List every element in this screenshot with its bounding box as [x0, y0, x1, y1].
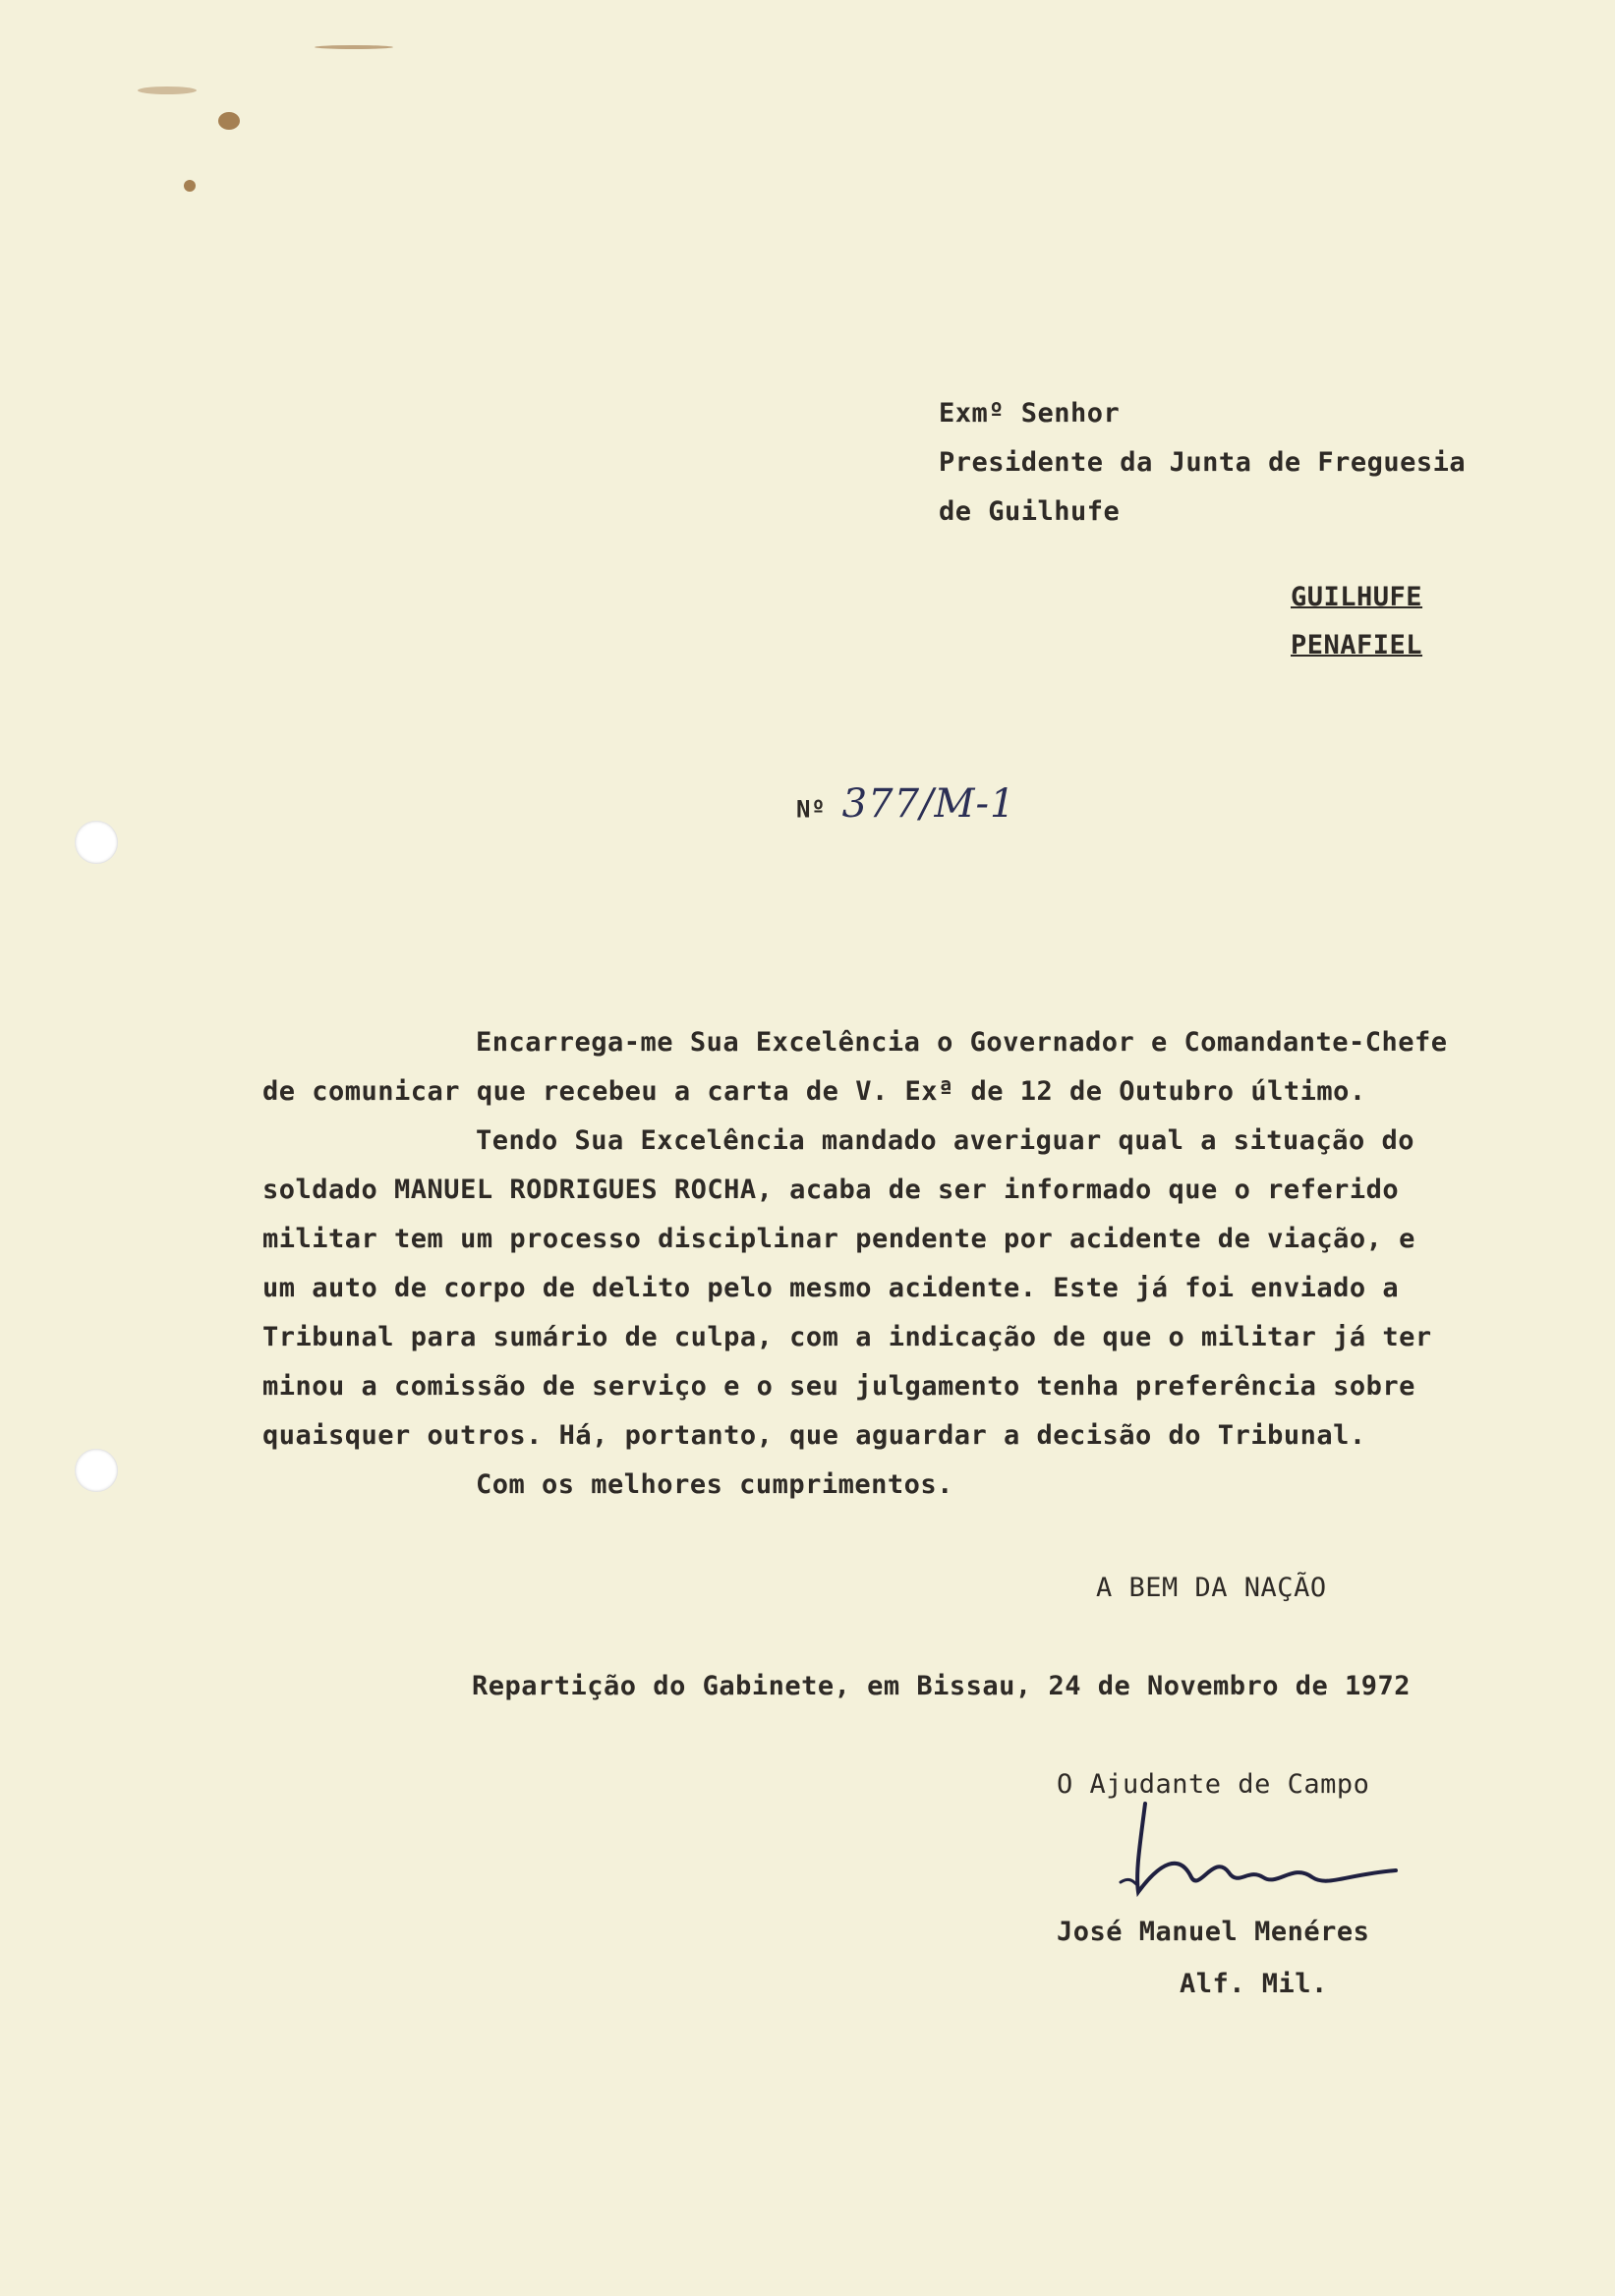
body-line: Tendo Sua Excelência mandado averiguar qual a situação do: [476, 1125, 1415, 1156]
place-date: Repartição do Gabinete, em Bissau, 24 de Novembro de 1972: [472, 1671, 1412, 1701]
body-line: quaisquer outros. Há, portanto, que aguardar a decisão do Tribunal.: [262, 1420, 1366, 1451]
recipient-place: PENAFIEL: [1291, 630, 1423, 660]
body-line: soldado MANUEL RODRIGUES ROCHA, acaba de ser informado que o referido: [262, 1175, 1400, 1205]
signatory-name: José Manuel Menéres: [1057, 1917, 1370, 1947]
reference-prefix: Nº: [796, 795, 826, 824]
reference-handwritten: 377/M-1: [841, 781, 1016, 827]
body-line: Encarrega-me Sua Excelência o Governador e Comandante-Chefe: [476, 1027, 1448, 1058]
signatory-role: O Ajudante de Campo: [1057, 1769, 1370, 1800]
salutation: Exmº Senhor: [939, 398, 1121, 429]
handwritten-signature: [1101, 1784, 1425, 1931]
stain-mark: [218, 112, 240, 130]
recipient-line: Presidente da Junta de Freguesia: [939, 447, 1467, 478]
body-line: Tribunal para sumário de culpa, com a indicação de que o militar já ter: [262, 1322, 1432, 1352]
recipient-line: de Guilhufe: [939, 496, 1121, 527]
body-line: minou a comissão de serviço e o seu julgamento tenha preferência sobre: [262, 1371, 1415, 1402]
reference-number: [796, 781, 1015, 827]
body-line: Com os melhores cumprimentos.: [476, 1469, 953, 1500]
stain-mark: [315, 45, 393, 49]
stain-mark: [184, 180, 196, 192]
punch-hole: [75, 1449, 118, 1492]
signatory-rank: Alf. Mil.: [1180, 1969, 1328, 1999]
punch-hole: [75, 821, 118, 864]
stain-mark: [138, 86, 197, 94]
body-line: militar tem um processo disciplinar pendente por acidente de viação, e: [262, 1224, 1415, 1254]
motto: A BEM DA NAÇÃO: [1096, 1573, 1327, 1603]
body-line: um auto de corpo de delito pelo mesmo acidente. Este já foi enviado a: [262, 1273, 1400, 1303]
recipient-place: GUILHUFE: [1291, 582, 1423, 612]
body-line: de comunicar que recebeu a carta de V. Exª de 12 de Outubro último.: [262, 1076, 1366, 1107]
